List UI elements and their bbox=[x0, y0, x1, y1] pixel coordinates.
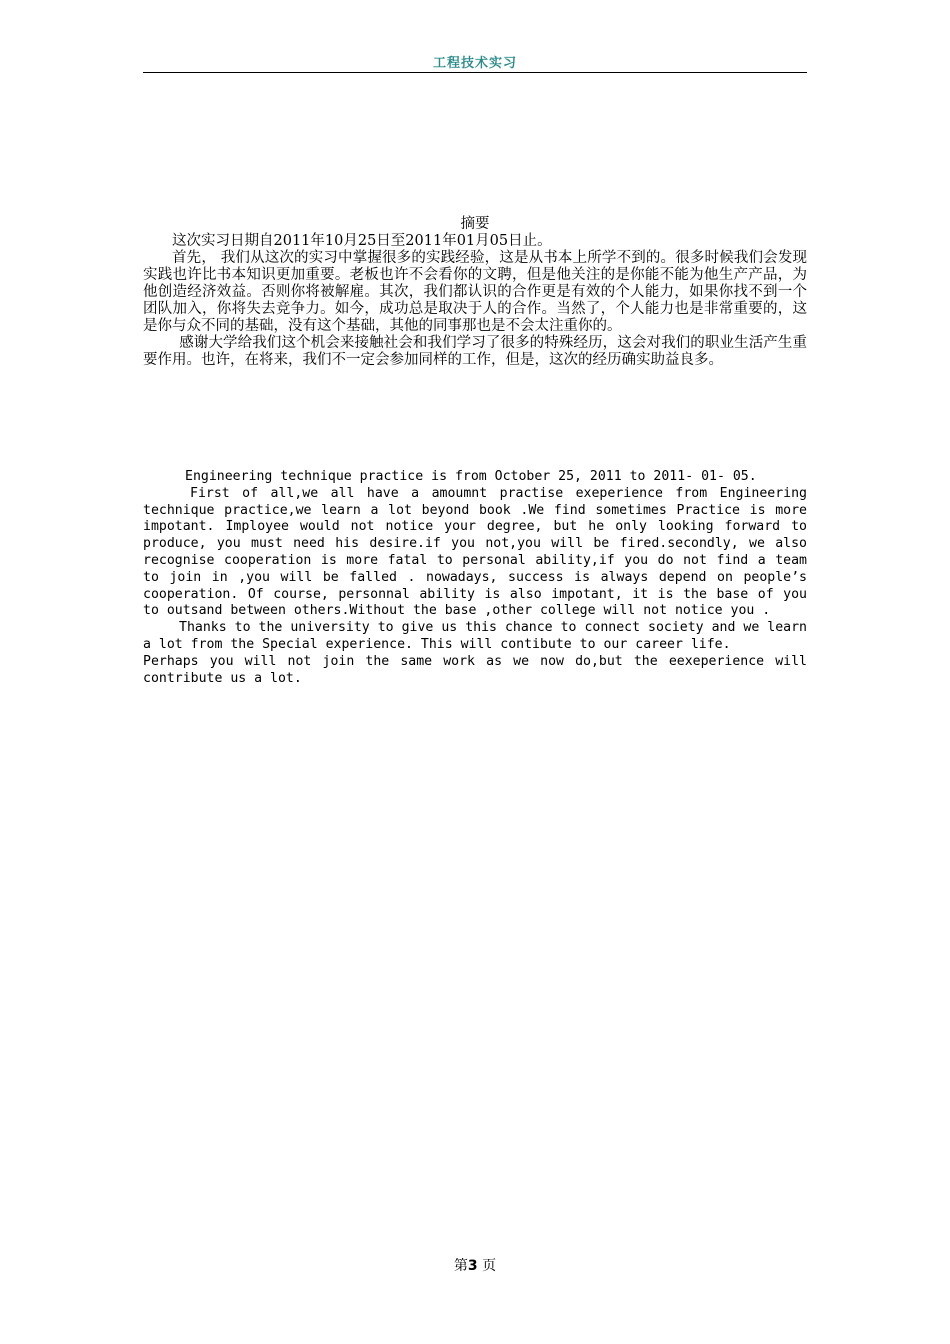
chinese-abstract bbox=[143, 216, 807, 369]
en-paragraph-experience: First of all,we all have a amoumnt practise exeperience from Engineering technique practice,we learn a lot beyond book .We find sometimes Practice is more impotant. Imployee would not notice your degree, but he only looking forward to produce, you must need his desire.if you not,you will be fired.secondly, we also recognise cooperation is more fatal to personal ability,if you do not find a team to join in ,you will be falled . nowadays, success is always depend on people’s cooperation. Of course, personnal ability is also impotant, it is the base of you to outsand between others.Without the base ,other college will not notice you . bbox=[143, 485, 807, 619]
cn-paragraph-experience: 首先， 我们从这次的实习中掌握很多的实践经验，这是从书本上所学不到的。很多时候我们会发现实践也许比书本知识更加重要。老板也许不会看你的文聘，但是他关注的是你能不能为他生产产品，为他创造经济效益。否则你将被解雇。其次，我们都认识的合作更是有效的个人能力，如果你找不到一个团队加入，你将失去竞争力。如今，成功总是取决于人的合作。当然了，个人能力也是非常重要的，这是你与众不同的基础，没有这个基础，其他的同事那也是不会太注重你的。 bbox=[143, 250, 807, 334]
cn-paragraph-thanks: 感谢大学给我们这个机会来接触社会和我们学习了很多的特殊经历，这会对我们的职业生活产生重要作用。也许，在将来，我们不一定会参加同样的工作，但是，这次的经历确实助益良多。 bbox=[143, 335, 807, 368]
en-paragraph-thanks: Thanks to the university to give us this chance to connect society and we learn a lot from the Special experience. This will contibute to our career life. bbox=[143, 620, 807, 652]
abstract-heading: 摘要 bbox=[460, 216, 490, 232]
en-paragraph-closing: Perhaps you will not join the same work as we now do,but the eexeperience will contribute us a lot. bbox=[143, 653, 807, 686]
header-divider bbox=[143, 72, 807, 73]
english-abstract bbox=[143, 469, 807, 687]
cn-paragraph-dates: 这次实习日期自2011年10月25日至2011年01月05日止。 bbox=[172, 233, 552, 249]
page-footer bbox=[0, 1255, 950, 1275]
en-paragraph-dates: Engineering technique practice is from October 25, 2011 to 2011- 01- 05. bbox=[185, 469, 757, 484]
page-number-prefix: 第 bbox=[453, 1258, 468, 1274]
page-number: 3 bbox=[467, 1258, 478, 1274]
page-number-suffix: 页 bbox=[482, 1258, 497, 1274]
page-header-title: 工程技术实习 bbox=[432, 56, 517, 71]
